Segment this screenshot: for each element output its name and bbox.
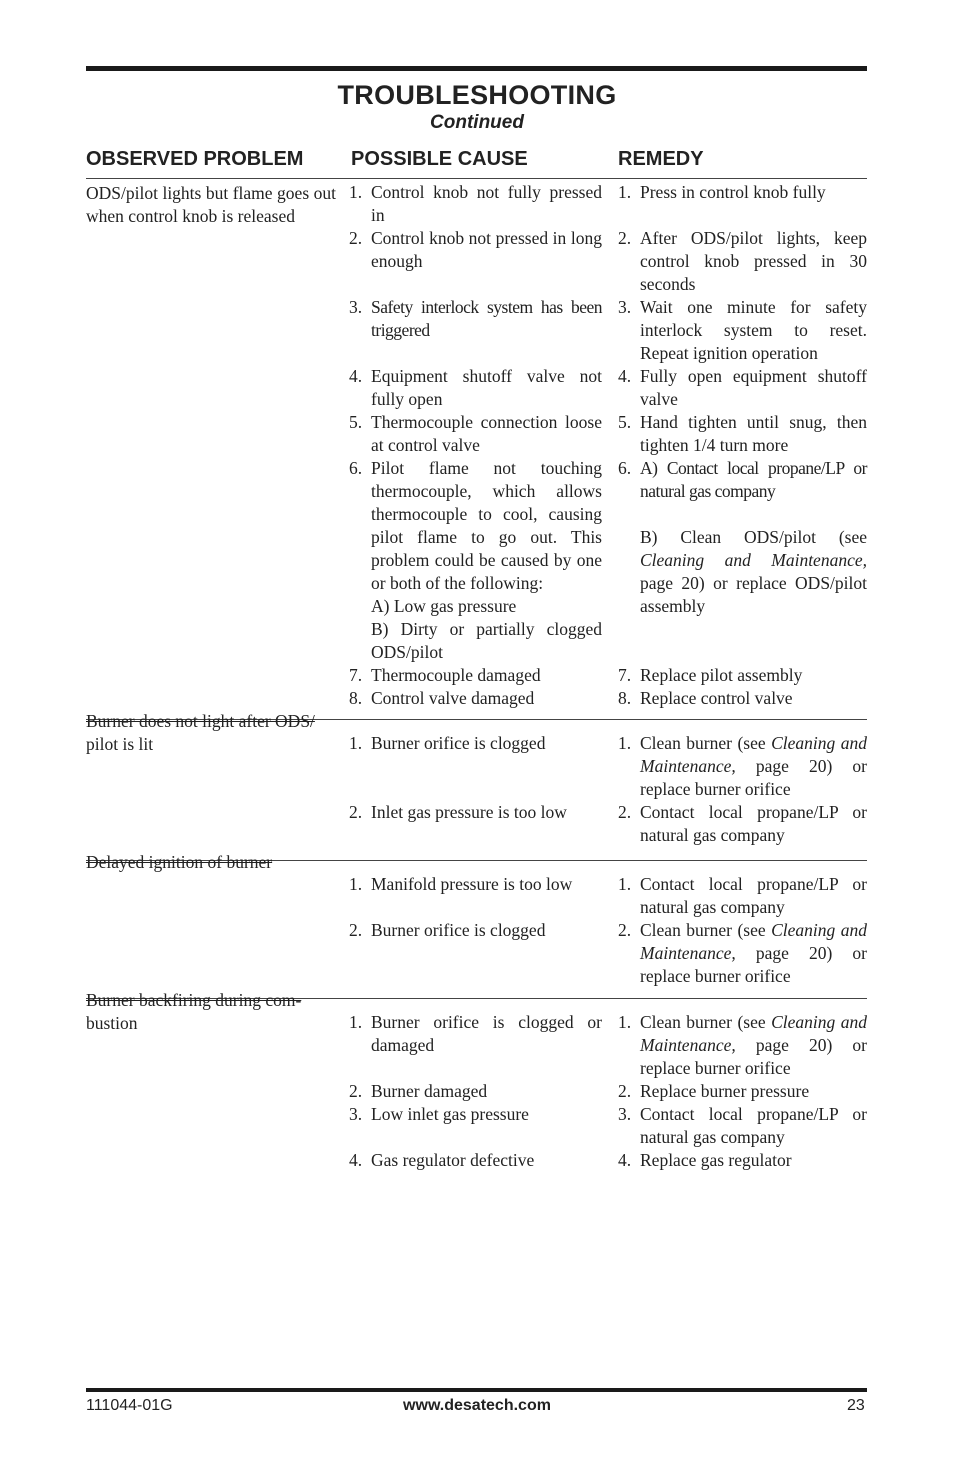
table-row bbox=[86, 919, 867, 988]
remedy bbox=[618, 664, 867, 687]
cause-subitem: A) Low gas pressure bbox=[371, 596, 517, 616]
remedy-text: After ODS/pilot lights, keep control knob pressed in 30 seconds bbox=[640, 228, 867, 294]
cause-number: 8. bbox=[349, 688, 363, 708]
remedy-subitem: B) Clean ODS/pilot (see Cleaning and Maintenance, page 20) or replace ODS/pilot assembly bbox=[640, 527, 867, 616]
remedy-number: 6. bbox=[618, 458, 632, 478]
table-row bbox=[86, 801, 867, 847]
remedy-number: 8. bbox=[618, 688, 632, 708]
remedy bbox=[618, 181, 867, 227]
possible-cause bbox=[349, 365, 602, 411]
table-row bbox=[86, 1149, 867, 1172]
cause-text: Pilot flame not touching thermocouple, which allows thermocouple to cool, causing pilot flame to go out. This problem could be caused by one or both of the following: bbox=[371, 458, 602, 593]
cause-number: 5. bbox=[349, 412, 363, 432]
header-rule bbox=[86, 178, 867, 179]
cause-text: Equipment shutoff valve not fully open bbox=[371, 366, 602, 409]
remedy bbox=[618, 365, 867, 411]
table-row bbox=[86, 227, 867, 296]
possible-cause bbox=[349, 664, 602, 687]
remedy bbox=[618, 919, 867, 988]
possible-cause bbox=[349, 919, 602, 988]
table-section bbox=[86, 180, 867, 710]
table-row bbox=[86, 1080, 867, 1103]
problem-line: Burner backfiring during com- bbox=[86, 990, 302, 1010]
observed-problem: ODS/pilot lights but flame goes out when control knob is released bbox=[86, 183, 336, 226]
remedy-number: 4. bbox=[618, 1150, 632, 1170]
problem-line: Delayed ignition of burner bbox=[86, 852, 273, 872]
table-row bbox=[86, 457, 867, 664]
remedy bbox=[618, 411, 867, 457]
remedy-text: Clean burner (see Cleaning and Maintenance, page 20) or replace burner orifice bbox=[640, 920, 867, 986]
document-number: 111044-01G bbox=[86, 1397, 173, 1414]
remedy-text: Replace control valve bbox=[640, 688, 793, 708]
cause-text: Burner orifice is clogged bbox=[371, 733, 546, 753]
column-header-cause: POSSIBLE CAUSE bbox=[351, 148, 528, 170]
possible-cause bbox=[349, 1149, 602, 1172]
cause-number: 6. bbox=[349, 458, 363, 478]
remedy-number: 1. bbox=[618, 182, 632, 202]
cause-number: 1. bbox=[349, 874, 363, 894]
remedy-text: Replace pilot assembly bbox=[640, 665, 803, 685]
cause-text: Burner orifice is clogged or damaged bbox=[371, 1012, 602, 1055]
possible-cause bbox=[349, 873, 602, 919]
remedy-text: Clean burner (see Cleaning and Maintenance, page 20) or replace burner orifice bbox=[640, 1012, 867, 1078]
table-section bbox=[86, 990, 867, 1172]
column-header-remedy: REMEDY bbox=[618, 148, 704, 170]
cause-number: 3. bbox=[349, 297, 363, 317]
problem-line: Burner does not light after ODS/ bbox=[86, 711, 315, 731]
remedy-text: Press in control knob fully bbox=[640, 182, 826, 202]
cause-text: Control knob not fully pressed in bbox=[371, 182, 602, 225]
cause-text: Control valve damaged bbox=[371, 688, 535, 708]
page-subtitle: Continued bbox=[430, 112, 524, 133]
remedy bbox=[618, 1149, 867, 1172]
possible-cause bbox=[349, 181, 602, 227]
cause-text: Burner damaged bbox=[371, 1081, 488, 1101]
cause-number: 7. bbox=[349, 665, 363, 685]
cause-text-block bbox=[371, 457, 602, 664]
remedy-number: 2. bbox=[618, 802, 632, 822]
cause-text: Inlet gas pressure is too low bbox=[371, 802, 567, 822]
remedy bbox=[618, 873, 867, 919]
remedy bbox=[618, 687, 867, 710]
cause-text: Control knob not pressed in long enough bbox=[371, 228, 602, 271]
remedy-number: 1. bbox=[618, 874, 632, 894]
cause-number: 2. bbox=[349, 1081, 363, 1101]
cause-number: 1. bbox=[349, 182, 363, 202]
cause-subitem: B) Dirty or partially clogged ODS/pilot bbox=[371, 619, 602, 662]
table-row bbox=[86, 664, 867, 687]
table-row bbox=[86, 1103, 867, 1149]
remedy-text: Hand tighten until snug, then tighten 1/4 turn more bbox=[640, 412, 867, 455]
remedy-number: 5. bbox=[618, 412, 632, 432]
remedy bbox=[618, 1080, 867, 1103]
possible-cause bbox=[349, 296, 602, 365]
possible-cause bbox=[349, 1103, 602, 1149]
top-rule bbox=[86, 66, 867, 71]
page-title: TROUBLESHOOTING bbox=[337, 80, 617, 110]
possible-cause bbox=[349, 732, 602, 801]
cause-number: 4. bbox=[349, 366, 363, 386]
possible-cause bbox=[349, 687, 602, 710]
possible-cause bbox=[349, 1011, 602, 1080]
observed-problem bbox=[86, 851, 336, 874]
remedy bbox=[618, 457, 867, 664]
remedy-text: Fully open equipment shutoff valve bbox=[640, 366, 867, 409]
observed-problem bbox=[86, 989, 336, 1035]
cause-text: Manifold pressure is too low bbox=[371, 874, 573, 894]
possible-cause bbox=[349, 801, 602, 847]
remedy-number: 4. bbox=[618, 366, 632, 386]
troubleshooting-table bbox=[86, 180, 867, 1172]
remedy bbox=[618, 1103, 867, 1149]
cause-number: 1. bbox=[349, 733, 363, 753]
remedy-text-block bbox=[640, 457, 867, 664]
remedy-text: Replace gas regulator bbox=[640, 1150, 792, 1170]
remedy-text: Wait one minute for safety interlock system to reset. Repeat ignition operation bbox=[640, 297, 867, 363]
possible-cause bbox=[349, 411, 602, 457]
remedy bbox=[618, 1011, 867, 1080]
cause-text: Thermocouple damaged bbox=[371, 665, 541, 685]
cause-text: Gas regulator defective bbox=[371, 1150, 535, 1170]
problem-line: bustion bbox=[86, 1013, 138, 1033]
possible-cause bbox=[349, 1080, 602, 1103]
remedy-number: 3. bbox=[618, 1104, 632, 1124]
observed-problem bbox=[86, 710, 336, 756]
page-number: 23 bbox=[847, 1397, 865, 1414]
bottom-rule bbox=[86, 1388, 867, 1392]
cause-text: Burner orifice is clogged bbox=[371, 920, 546, 940]
remedy-number: 7. bbox=[618, 665, 632, 685]
remedy bbox=[618, 732, 867, 801]
remedy-number: 3. bbox=[618, 297, 632, 317]
cause-number: 2. bbox=[349, 802, 363, 822]
possible-cause bbox=[349, 457, 602, 664]
cause-text: Low inlet gas pressure bbox=[371, 1104, 529, 1124]
column-header-problem: OBSERVED PROBLEM bbox=[86, 148, 304, 170]
table-row bbox=[86, 687, 867, 710]
remedy-number: 2. bbox=[618, 228, 632, 248]
remedy-text: A) Contact local propane/LP or natural gas company bbox=[640, 458, 867, 501]
cause-number: 4. bbox=[349, 1150, 363, 1170]
cause-number: 2. bbox=[349, 228, 363, 248]
remedy-text: Clean burner (see Cleaning and Maintenance, page 20) or replace burner orifice bbox=[640, 733, 867, 799]
cause-number: 2. bbox=[349, 920, 363, 940]
remedy-text: Replace burner pressure bbox=[640, 1081, 810, 1101]
table-section bbox=[86, 852, 867, 988]
remedy-text: Contact local propane/LP or natural gas company bbox=[640, 802, 867, 845]
remedy-number: 1. bbox=[618, 1012, 632, 1032]
table-row bbox=[86, 411, 867, 457]
problem-line: pilot is lit bbox=[86, 734, 154, 754]
cause-text: Thermocouple connection loose at control valve bbox=[371, 412, 602, 455]
remedy bbox=[618, 801, 867, 847]
table-row bbox=[86, 873, 867, 919]
table-section bbox=[86, 711, 867, 847]
cause-number: 3. bbox=[349, 1104, 363, 1124]
website-link[interactable]: www.desatech.com bbox=[403, 1397, 551, 1414]
remedy-number: 1. bbox=[618, 733, 632, 753]
remedy-number: 2. bbox=[618, 1081, 632, 1101]
remedy-text: Contact local propane/LP or natural gas company bbox=[640, 874, 867, 917]
table-row bbox=[86, 296, 867, 365]
remedy bbox=[618, 227, 867, 296]
cause-text: Safety interlock system has been triggered bbox=[371, 297, 602, 340]
remedy-number: 2. bbox=[618, 920, 632, 940]
remedy bbox=[618, 296, 867, 365]
table-row bbox=[86, 365, 867, 411]
remedy-text: Contact local propane/LP or natural gas company bbox=[640, 1104, 867, 1147]
possible-cause bbox=[349, 227, 602, 296]
cause-number: 1. bbox=[349, 1012, 363, 1032]
